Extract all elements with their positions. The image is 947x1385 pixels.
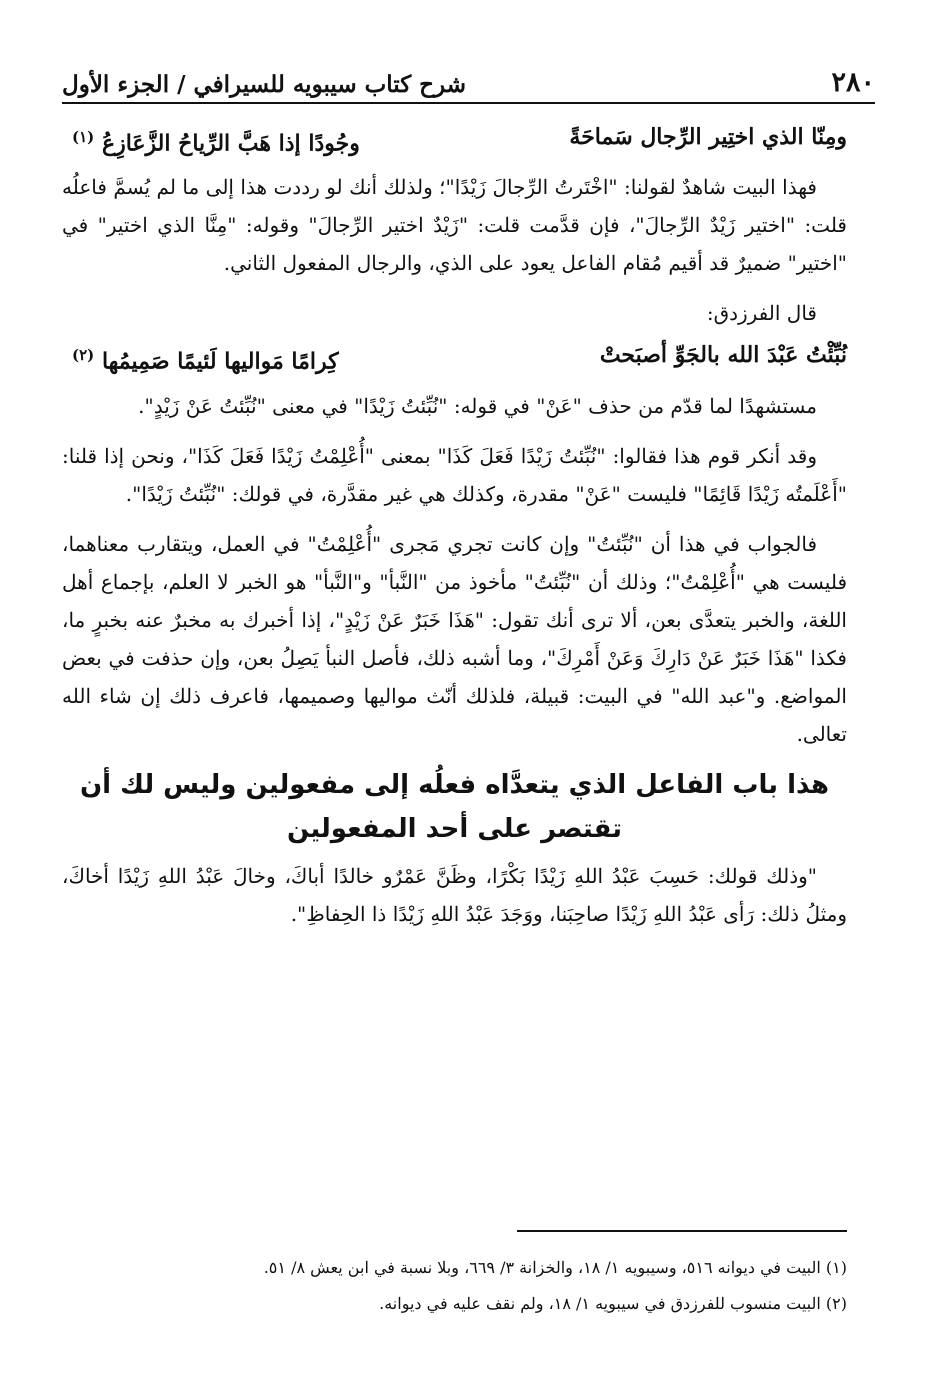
footnote-ref-2: (٢)	[72, 346, 95, 365]
header-rule	[62, 102, 875, 104]
spacer	[62, 282, 847, 294]
paragraph-1: فهذا البيت شاهدٌ لقولنا: "اخْتَرتُ الرِّجالَ زَيْدًا"؛ ولذلك أنك لو رددت هذا إلى ما لم يُسمَّ فاعلُه قلت: "اختير زَيْدٌ الرِّجالَ"، فإن قدَّمت قلت: "زَيْدٌ اختير الرِّجالَ" وقوله: "مِنَّا الذي اختير" في "اختير" ضميرٌ قد أقيم مُقام الفاعل يعود على الذي، والرجال المفعول الثاني.	[62, 175, 847, 276]
verse-1-hemistich-1: ومِنّا الذي اختِير الرِّجال سَماحَةً	[569, 124, 847, 150]
verse-1	[62, 116, 847, 164]
section-heading	[62, 763, 847, 851]
running-title: شرح كتاب سيبويه للسيرافي / الجزء الأول	[62, 71, 466, 98]
paragraph-6: "وذلك قولك: حَسِبَ عَبْدُ اللهِ زَيْدًا بَكْرًا، وظَنَّ عَمْرٌو خالدًا أباكَ، وخالَ عَبْدُ اللهِ زَيْدًا أخاكَ، ومثلُ ذلك: رَأى عَبْدُ اللهِ زَيْدًا صاحِبَنا، ووَجَدَ عَبْدُ اللهِ زَيْدًا ذا الحِفاظِ".	[62, 863, 847, 926]
footnote-ref-1: (١)	[72, 128, 95, 146]
page-number: ٢٨٠	[831, 67, 875, 98]
verse-1-hemistich-2-wrap	[62, 116, 360, 164]
paragraph-4: وقد أنكر قوم هذا فقالوا: "نُبِّئتُ زَيْدًا فَعَلَ كَذَا" بمعنى "أُعْلِمْتُ زَيْدًا فَعَلَ كَذَا"، ونحن إذا قلنا: "أَعْلَمتُه زَيْدًا قَائِمًا" فليست "عَنْ" مقدرة، وكذلك هي غير مقدَّرة، في قولك: "نُبِّئتُ زَيْدًا".	[62, 443, 847, 506]
paragraph-2: قال الفرزدق:	[706, 301, 817, 326]
section-heading-line-1: هذا باب الفاعل الذي يتعدَّاه فعلُه إلى مفعولين وليس لك أن	[79, 769, 830, 800]
verse-1-hemistich-2: وجُودًا إذا هَبَّ الرِّياحُ الزَّعَازِعُ	[101, 130, 360, 157]
paragraph-3: مستشهدًا لما قدّم من حذف "عَنْ" في قوله: "نُبِّئتُ زَيْدًا" في معنى "نُبِّئتُ عَنْ زَيْدٍ".	[138, 393, 817, 418]
verse-2-hemistich-1: نُبِّئْتُ عَبْدَ الله بالجَوِّ أصبَحتْ	[599, 342, 847, 369]
spacer	[62, 513, 847, 525]
footnotes	[62, 1250, 847, 1322]
verse-2-hemistich-2: كِرامًا مَواليها لَئيمًا صَمِيمُها	[101, 348, 339, 375]
spacer	[62, 425, 847, 437]
page-header	[62, 52, 875, 98]
footnote-2: (٢) البيت منسوب للفرزدق في سيبويه ١/ ١٨، ولم نقف عليه في ديوانه.	[379, 1294, 847, 1313]
footnote-1: (١) البيت في ديوانه ٥١٦، وسيبويه ١/ ١٨، والخزانة ٣/ ٦٦٩، وبلا نسبة في ابن يعش ٨/ ٥١.	[263, 1258, 847, 1277]
footnote-rule	[517, 1230, 847, 1232]
paragraph-5: فالجواب في هذا أن "نُبِّئتُ" وإن كانت تجري مَجرى "أُعْلِمْتُ" في العمل، ويتقارب معناهما، فليست هي "أُعْلِمْتُ"؛ وذلك أن "نُبِّئتُ" مأخوذ من "النَّبأ" و"النَّبأ" هو الخبر لا العلم، بإجماع أهل اللغة، والخبر يتعدَّى بعن، ألا ترى أنك تقول: "هَذَا خَبَرٌ عَنْ زَيْدٍ"، إذا أخبرك به مخبرٌ عنه بخبرٍ ما، فكذا "هَذَا خَبَرٌ عَنْ دَارِكَ وَعَنْ أَمْرِكَ"، وما أشبه ذلك، فأصل النبأ يَصِلُ بعن، وإن حذفت في بعض المواضع. و"عبد الله" في البيت: قبيلة، فلذلك أنّث مواليها وصميمها، فاعرف ذلك إن شاء الله تعالى.	[62, 531, 847, 746]
main-text	[62, 114, 847, 933]
verse-2-hemistich-2-wrap	[62, 334, 339, 382]
section-heading-line-2: تقتصر على أحد المفعولين	[287, 813, 622, 844]
verse-2	[62, 334, 847, 382]
